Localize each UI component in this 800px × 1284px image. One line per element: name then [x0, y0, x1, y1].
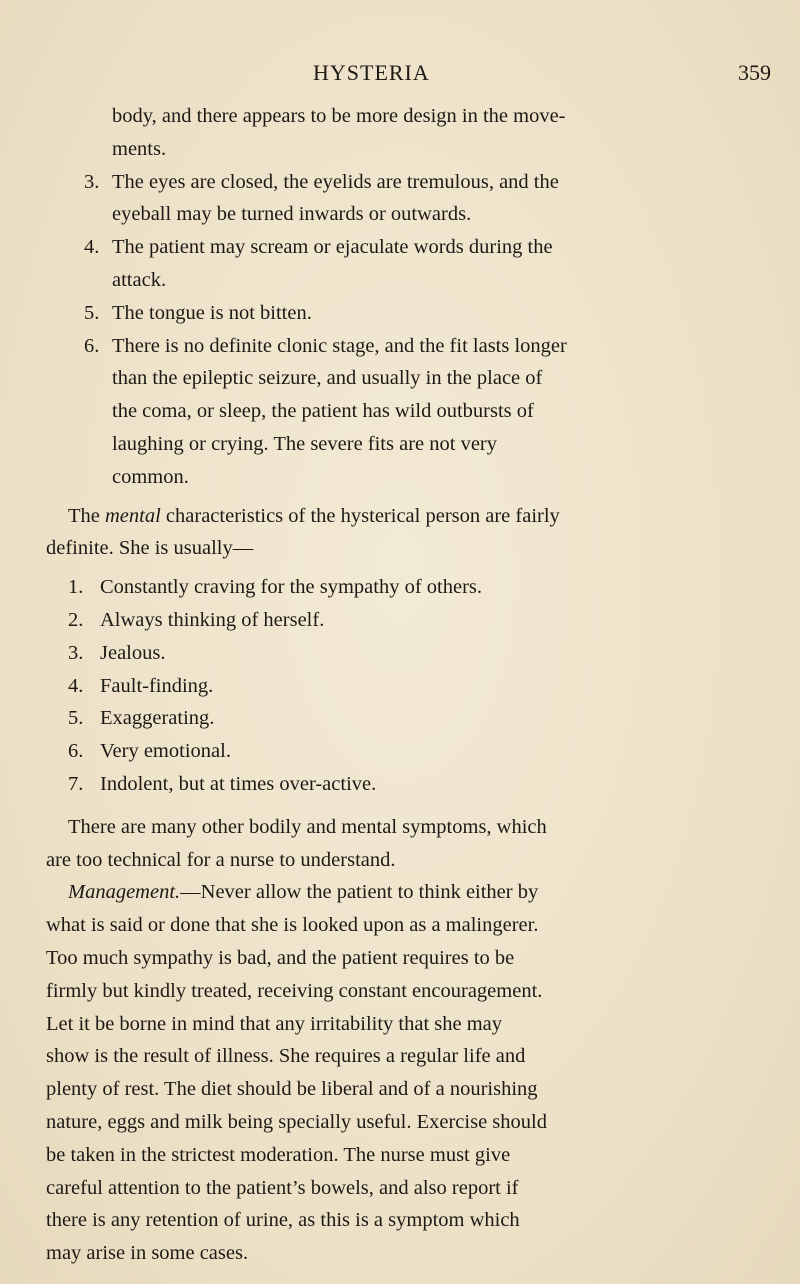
- list-item: [68, 166, 708, 232]
- list-item-continuation: [68, 100, 708, 166]
- text-line: laughing or crying. The severe fits are not very: [112, 432, 498, 455]
- text-line: Too much sympathy is bad, and the patient requires to be: [46, 946, 515, 969]
- list-text: Constantly craving for the sympathy of others.: [100, 576, 483, 599]
- list-text: Very emotional.: [100, 740, 231, 763]
- text-line: there is any retention of urine, as this is a symptom which: [46, 1209, 520, 1232]
- text-line: show is the result of illness. She requires a regular life and: [46, 1045, 526, 1068]
- text-span: —Never allow the patient to think either by: [180, 881, 539, 904]
- paragraph-other: [46, 811, 708, 877]
- text-line: may arise in some cases.: [46, 1242, 249, 1265]
- text-line: There are many other bodily and mental symptoms, which: [68, 815, 547, 838]
- list-number: 6.: [68, 740, 84, 763]
- text-line: careful attention to the patient’s bowels, and also report if: [46, 1176, 519, 1199]
- list-number: 2.: [68, 608, 84, 631]
- text-line: nature, eggs and milk being specially useful. Exercise should: [46, 1110, 547, 1133]
- text-line: ments.: [112, 137, 167, 160]
- text-line: [68, 500, 708, 533]
- text-span: characteristics of the hysterical person are fairly: [160, 504, 560, 527]
- text-line: plenty of rest. The diet should be liberal and of a nourishing: [46, 1078, 538, 1101]
- list-item: [68, 768, 708, 801]
- list-item: [68, 297, 708, 330]
- list-item: [68, 637, 708, 670]
- text-line: The patient may scream or ejaculate words during the: [112, 236, 553, 259]
- text-line: The tongue is not bitten.: [112, 301, 312, 324]
- list-text: Jealous.: [100, 641, 166, 664]
- page-number: 359: [738, 60, 771, 85]
- text-span: The: [68, 504, 105, 527]
- list-text: Indolent, but at times over-active.: [100, 772, 377, 795]
- text-line: [46, 876, 708, 909]
- text-line: attack.: [112, 268, 167, 291]
- list-number: 7.: [68, 772, 84, 795]
- text-line: Let it be borne in mind that any irritability that she may: [46, 1012, 503, 1035]
- text-line: common.: [112, 465, 189, 488]
- emphasis: Management.: [68, 881, 181, 904]
- emphasis: mental: [105, 504, 161, 527]
- list-number: 5.: [68, 707, 84, 730]
- list-item: [68, 735, 708, 768]
- text-line: than the epileptic seizure, and usually in the place of: [112, 367, 543, 390]
- list-number: 4.: [84, 236, 100, 259]
- paragraph-mental: [46, 500, 708, 566]
- list-item: [68, 571, 708, 604]
- text-line: definite. She is usually—: [46, 537, 254, 560]
- list-number: 3.: [68, 641, 84, 664]
- list-number: 5.: [84, 301, 100, 324]
- list-number: 1.: [68, 576, 84, 599]
- text-line: body, and there appears to be more design in the move-: [112, 105, 566, 127]
- text-line: be taken in the strictest moderation. The nurse must give: [46, 1143, 511, 1166]
- list-item: [68, 702, 708, 735]
- running-title: HYSTERIA: [313, 60, 430, 85]
- text-line: firmly but kindly treated, receiving constant encouragement.: [46, 979, 543, 1002]
- list-text: Exaggerating.: [100, 707, 215, 730]
- list-number: 3.: [84, 170, 100, 193]
- list-number: 6.: [84, 334, 100, 357]
- text-line: There is no definite clonic stage, and the fit lasts longer: [112, 334, 567, 357]
- list-text: Always thinking of herself.: [100, 608, 325, 631]
- running-header: [0, 60, 800, 90]
- characteristics-list: [68, 571, 708, 801]
- paragraph-management: [46, 876, 708, 1270]
- list-text: Fault-finding.: [100, 674, 214, 697]
- text-line: The eyes are closed, the eyelids are tremulous, and the: [112, 170, 559, 193]
- text-line: the coma, or sleep, the patient has wild outbursts of: [112, 400, 534, 423]
- list-item: [68, 604, 708, 637]
- list-item: [68, 330, 708, 494]
- text-line: eyeball may be turned inwards or outwards.: [112, 203, 472, 226]
- list-item: [68, 670, 708, 703]
- list-item: [68, 231, 708, 297]
- text-line: what is said or done that she is looked upon as a malingerer.: [46, 914, 539, 937]
- text-line: are too technical for a nurse to understand.: [46, 848, 396, 871]
- page-body: [46, 100, 708, 1270]
- list-number: 4.: [68, 674, 84, 697]
